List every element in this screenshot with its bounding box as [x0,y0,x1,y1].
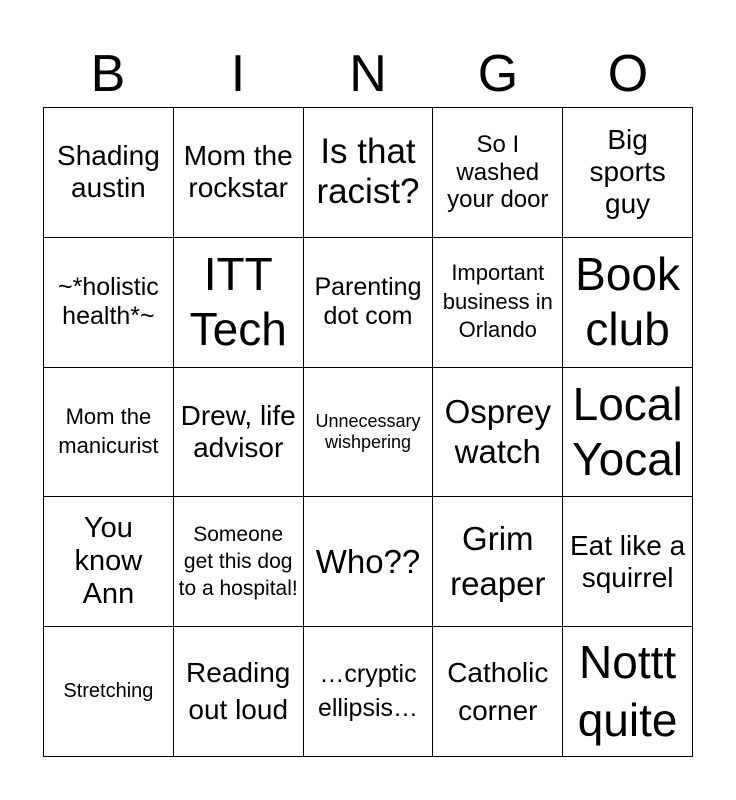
bingo-board [43,107,693,757]
bingo-cell[interactable]: Someone get this dog to a hospital! [174,497,304,627]
header-letter-o: O [607,45,649,103]
bingo-cell[interactable]: Stretching [44,627,174,757]
bingo-cell[interactable]: Shading austin [44,108,174,238]
bingo-cell[interactable]: Eat like a squirrel [563,497,693,627]
bingo-cell[interactable]: Mom the manicurist [44,368,174,498]
header-letter-n: N [349,45,387,103]
bingo-cell[interactable]: ITT Tech [174,238,304,368]
bingo-cell[interactable]: Local Yocal [563,368,693,498]
bingo-cell[interactable]: Reading out loud [174,627,304,757]
bingo-cell[interactable]: Nottt quite [563,627,693,757]
bingo-cell[interactable]: Catholic corner [433,627,563,757]
bingo-cell[interactable]: Who?? [304,497,434,627]
bingo-cell[interactable]: Big sports guy [563,108,693,238]
bingo-cell[interactable]: Unnecessary wishpering [304,368,434,498]
bingo-cell[interactable]: ~*holistic health*~ [44,238,174,368]
bingo-cell[interactable]: …cryptic ellipsis… [304,627,434,757]
header-letter-i: I [230,45,246,103]
bingo-cell[interactable]: Osprey watch [433,368,563,498]
bingo-cell[interactable]: Important business in Orlando [433,238,563,368]
bingo-cell[interactable]: Parenting dot com [304,238,434,368]
bingo-header [43,44,693,104]
header-letter-g: G [477,45,519,103]
bingo-cell[interactable]: Drew, life advisor [174,368,304,498]
bingo-cell[interactable]: Grim reaper [433,497,563,627]
bingo-cell[interactable]: You know Ann [44,497,174,627]
bingo-cell[interactable]: Book club [563,238,693,368]
bingo-cell[interactable]: Mom the rockstar [174,108,304,238]
bingo-cell[interactable]: So I washed your door [433,108,563,238]
bingo-cell[interactable]: Is that racist? [304,108,434,238]
header-letter-b: B [90,45,126,103]
